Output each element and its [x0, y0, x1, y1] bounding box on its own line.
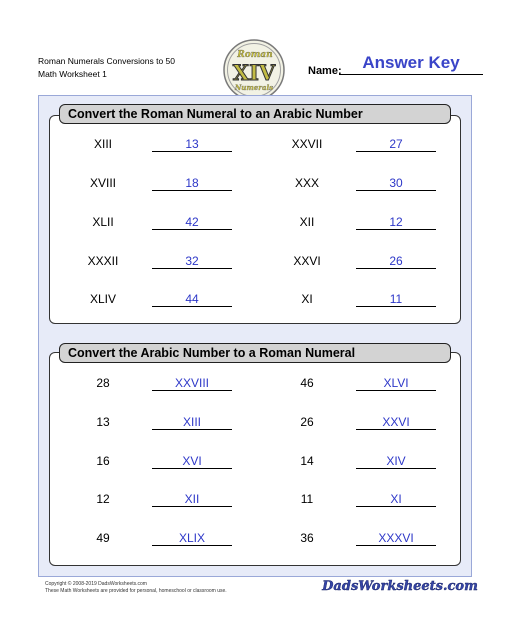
problem-question: 16: [96, 454, 110, 468]
problem-question: 28: [96, 376, 110, 390]
title-line-2: Math Worksheet 1: [38, 69, 107, 79]
problem-answer: 30: [356, 176, 436, 191]
problem-question: XI: [301, 292, 313, 306]
problem-question: 11: [300, 492, 314, 506]
problem-answer: XXXVI: [356, 531, 436, 546]
logo-text-numeral: XIV: [232, 60, 276, 85]
problem-question: 26: [300, 415, 314, 429]
problem-question: 13: [96, 415, 110, 429]
problem-question: XXXII: [87, 254, 119, 268]
problem-question: XVIII: [89, 176, 116, 190]
problem-question: XXVII: [291, 137, 323, 151]
problem-answer: XXVI: [356, 415, 436, 430]
answer-key-field: Answer Key: [339, 52, 483, 75]
problem-answer: XIII: [152, 415, 232, 430]
logo-text-top: Roman: [237, 50, 273, 60]
problem-question: 12: [96, 492, 110, 506]
problem-question: XLII: [92, 215, 114, 229]
problem-answer: XI: [356, 492, 436, 507]
problem-answer: 11: [356, 292, 436, 307]
copyright-line: Copyright © 2008-2019 DadsWorksheets.com: [45, 581, 147, 587]
problem-question: 46: [300, 376, 314, 390]
section-2-heading: Convert the Arabic Number to a Roman Numeral: [59, 343, 451, 363]
usage-notice: These Math Worksheets are provided for personal, homeschool or classroom use.: [45, 588, 227, 594]
problem-answer: XLVI: [356, 376, 436, 391]
problem-question: 49: [96, 531, 110, 545]
name-label: Name:: [308, 65, 342, 77]
dadsworksheets-logo-icon: [322, 575, 478, 595]
problem-question: XII: [299, 215, 315, 229]
title-line-1: Roman Numerals Conversions to 50: [38, 56, 176, 66]
problem-question: XXX: [294, 176, 319, 190]
roman-numerals-logo-icon: [222, 38, 286, 102]
problem-answer: 12: [356, 215, 436, 230]
problem-answer: XVI: [152, 454, 232, 469]
problem-answer: XXVIII: [152, 376, 232, 391]
problem-answer: XIV: [356, 454, 436, 469]
problem-answer: XLIX: [152, 531, 232, 546]
brand-text: DadsWorksheets.com: [322, 579, 478, 594]
problem-answer: 42: [152, 215, 232, 230]
problem-answer: 18: [152, 176, 232, 191]
problem-question: XXVI: [293, 254, 321, 268]
footer-copyright: [45, 581, 227, 595]
problem-answer: 32: [152, 254, 232, 269]
problem-question: XIII: [93, 137, 112, 151]
section-1-heading: Convert the Roman Numeral to an Arabic Number: [59, 104, 451, 124]
problem-question: 36: [300, 531, 314, 545]
logo-text-bottom: Numerals: [234, 83, 274, 92]
problem-answer: 26: [356, 254, 436, 269]
problem-answer: XII: [152, 492, 232, 507]
worksheet-title: [38, 55, 175, 81]
problem-answer: 27: [356, 137, 436, 152]
problem-answer: 13: [152, 137, 232, 152]
problem-question: XLIV: [89, 292, 116, 306]
problem-answer: 44: [152, 292, 232, 307]
problem-question: 14: [300, 454, 314, 468]
